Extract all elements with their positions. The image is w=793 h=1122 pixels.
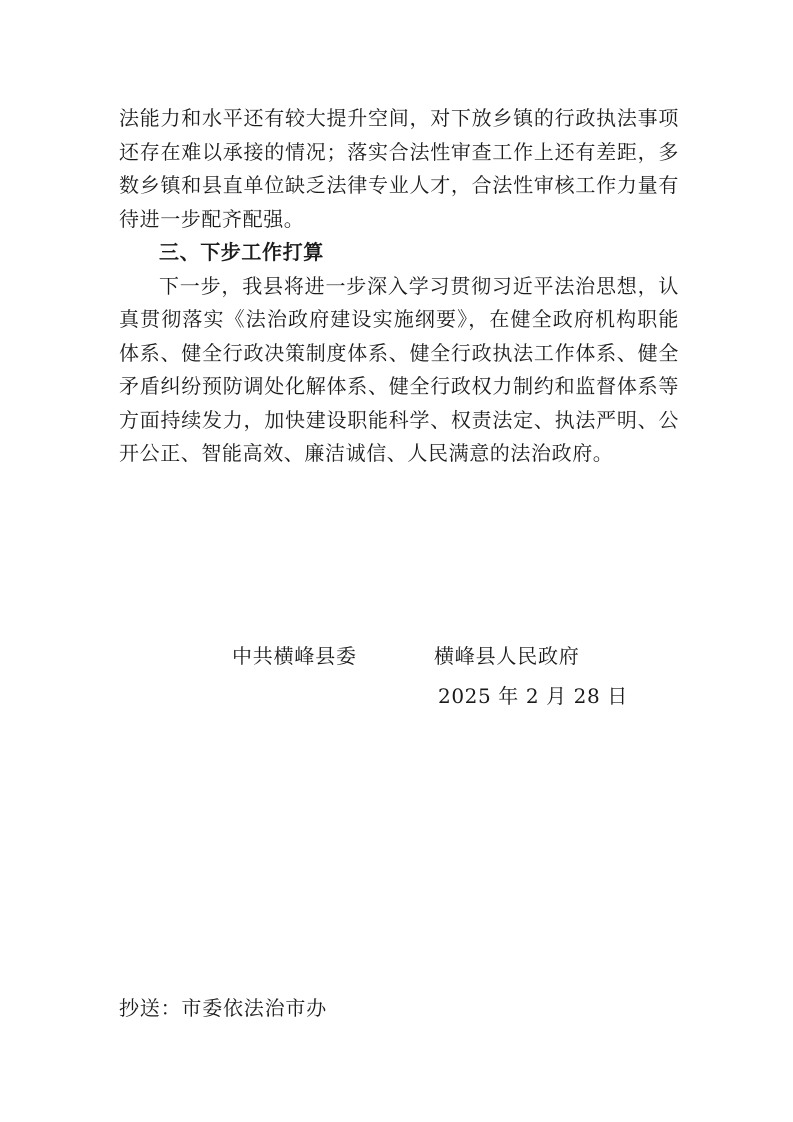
signature-org-party-committee: 中共横峰县委 — [232, 644, 357, 668]
section-heading-next-steps: 三、下步工作打算 — [159, 240, 324, 264]
document-body — [119, 102, 679, 471]
signature-org-county-government: 横峰县人民政府 — [434, 644, 580, 668]
signature-date: 2025 年 2 月 28 日 — [438, 684, 628, 708]
signature-block — [0, 640, 793, 720]
cc-line: 抄送：市委依法治市办 — [119, 996, 327, 1020]
paragraph-next-steps: 下一步，我县将进一步深入学习贯彻习近平法治思想，认真贯彻落实《法治政府建设实施纲要》，在健全政府机构职能体系、健全行政决策制度体系、健全行政执法工作体系、健全矛盾纠纷预防调处化解体系、健全行政权力制约和监督体系等方面持续发力，加快建设职能科学、权责法定、执法严明、公开公正、智能高效、廉洁诚信、人民满意的法治政府。 — [119, 273, 679, 465]
paragraph-continuation: 法能力和水平还有较大提升空间，对下放乡镇的行政执法事项还存在难以承接的情况；落实合法性审查工作上还有差距，多数乡镇和县直单位缺乏法律专业人才，合法性审核工作力量有待进一步配齐配强。 — [119, 106, 679, 231]
